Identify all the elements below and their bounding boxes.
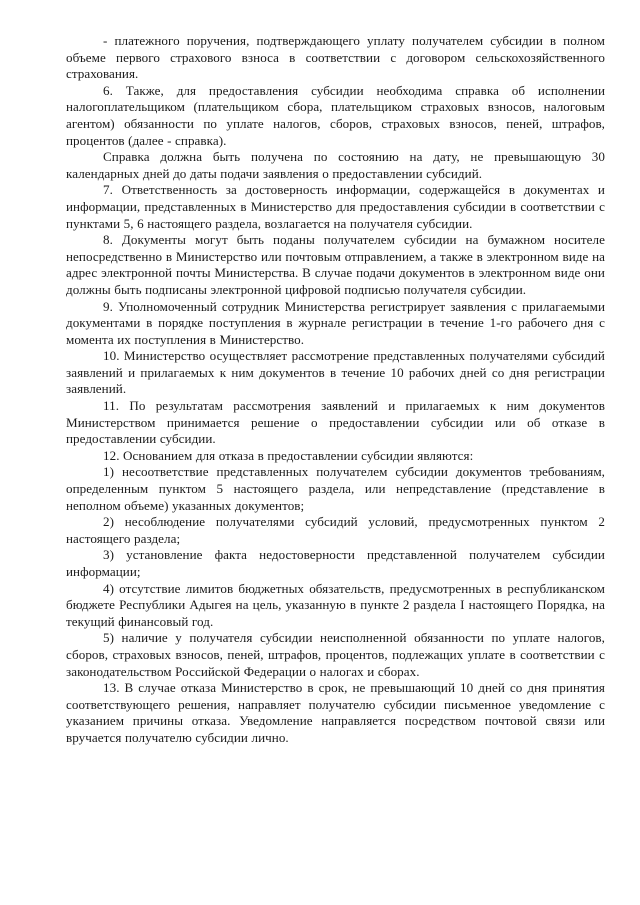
paragraph: 6. Также, для предоставления субсидии необходима справка об исполнении налогоплательщиком (плательщиком сбора, плательщиком страховых взносов, налоговым агентом) обязанности по уплате налогов, сборов, страховых взносов, пеней, штрафов, процентов (далее - справка). [66, 82, 605, 148]
paragraph: Справка должна быть получена по состоянию на дату, не превышающую 30 календарных дней до даты подачи заявления о предоставлении субсидий. [66, 149, 605, 181]
paragraph: 8. Документы могут быть поданы получателем субсидии на бумажном носителе непосредственно в Министерство или почтовым отправлением, а также в электронном виде на адрес электронной почты Министерства. В случае подачи документов в электронном виде они должны быть подписаны электронной цифровой подписью получателя субсидии. [66, 232, 605, 297]
paragraph: 2) несоблюдение получателями субсидий условий, предусмотренных пунктом 2 настоящего раздела; [66, 514, 605, 546]
paragraph: 13. В случае отказа Министерство в срок, не превышающий 10 дней со дня принятия соответствующего решения, направляет получателю субсидии письменное уведомление с указанием причины отказа. Уведомление направляется посредством почтовой связи или вручается получателю субсидии лично. [66, 680, 605, 745]
paragraph: 1) несоответствие представленных получателем субсидии документов требованиям, определенным пунктом 5 настоящего раздела, или непредставление (представление в неполном объеме) указанных документов; [66, 464, 605, 513]
paragraph: 10. Министерство осуществляет рассмотрение представленных получателями субсидий заявлений и прилагаемых к ним документов в течение 10 рабочих дней со дня регистрации заявлений. [66, 348, 605, 397]
paragraph: 9. Уполномоченный сотрудник Министерства регистрирует заявления с прилагаемыми документами в порядке поступления в журнале регистрации в течение 1-го рабочего дня с момента их поступления в Министерство. [66, 298, 605, 347]
paragraph: 12. Основанием для отказа в предоставлении субсидии являются: [103, 447, 474, 463]
paragraph: - платежного поручения, подтверждающего уплату получателем субсидии в полном объеме первого страхового взноса в соответствии с договором сельскохозяйственного страхования. [66, 33, 605, 82]
paragraph: 5) наличие у получателя субсидии неисполненной обязанности по уплате налогов, сборов, страховых взносов, пеней, штрафов, процентов, подлежащих уплате в соответствии с законодательством Российской Федерации о налогах и сборах. [66, 630, 605, 679]
paragraph: 3) установление факта недостоверности представленной получателем субсидии информации; [66, 547, 605, 579]
paragraph: 11. По результатам рассмотрения заявлений и прилагаемых к ним документов Министерством принимается решение о предоставлении субсидии или об отказе в предоставлении субсидии. [66, 398, 605, 447]
paragraph: 7. Ответственность за достоверность информации, содержащейся в документах и информации, представленных в Министерство для предоставления субсидии в соответствии с пунктами 5, 6 настоящего раздела, возлагается на получателя субсидии. [66, 182, 605, 231]
paragraph: 4) отсутствие лимитов бюджетных обязательств, предусмотренных в республиканском бюджете Республики Адыгея на цель, указанную в пункте 2 раздела I настоящего Порядка, на текущий финансовый год. [66, 580, 605, 629]
